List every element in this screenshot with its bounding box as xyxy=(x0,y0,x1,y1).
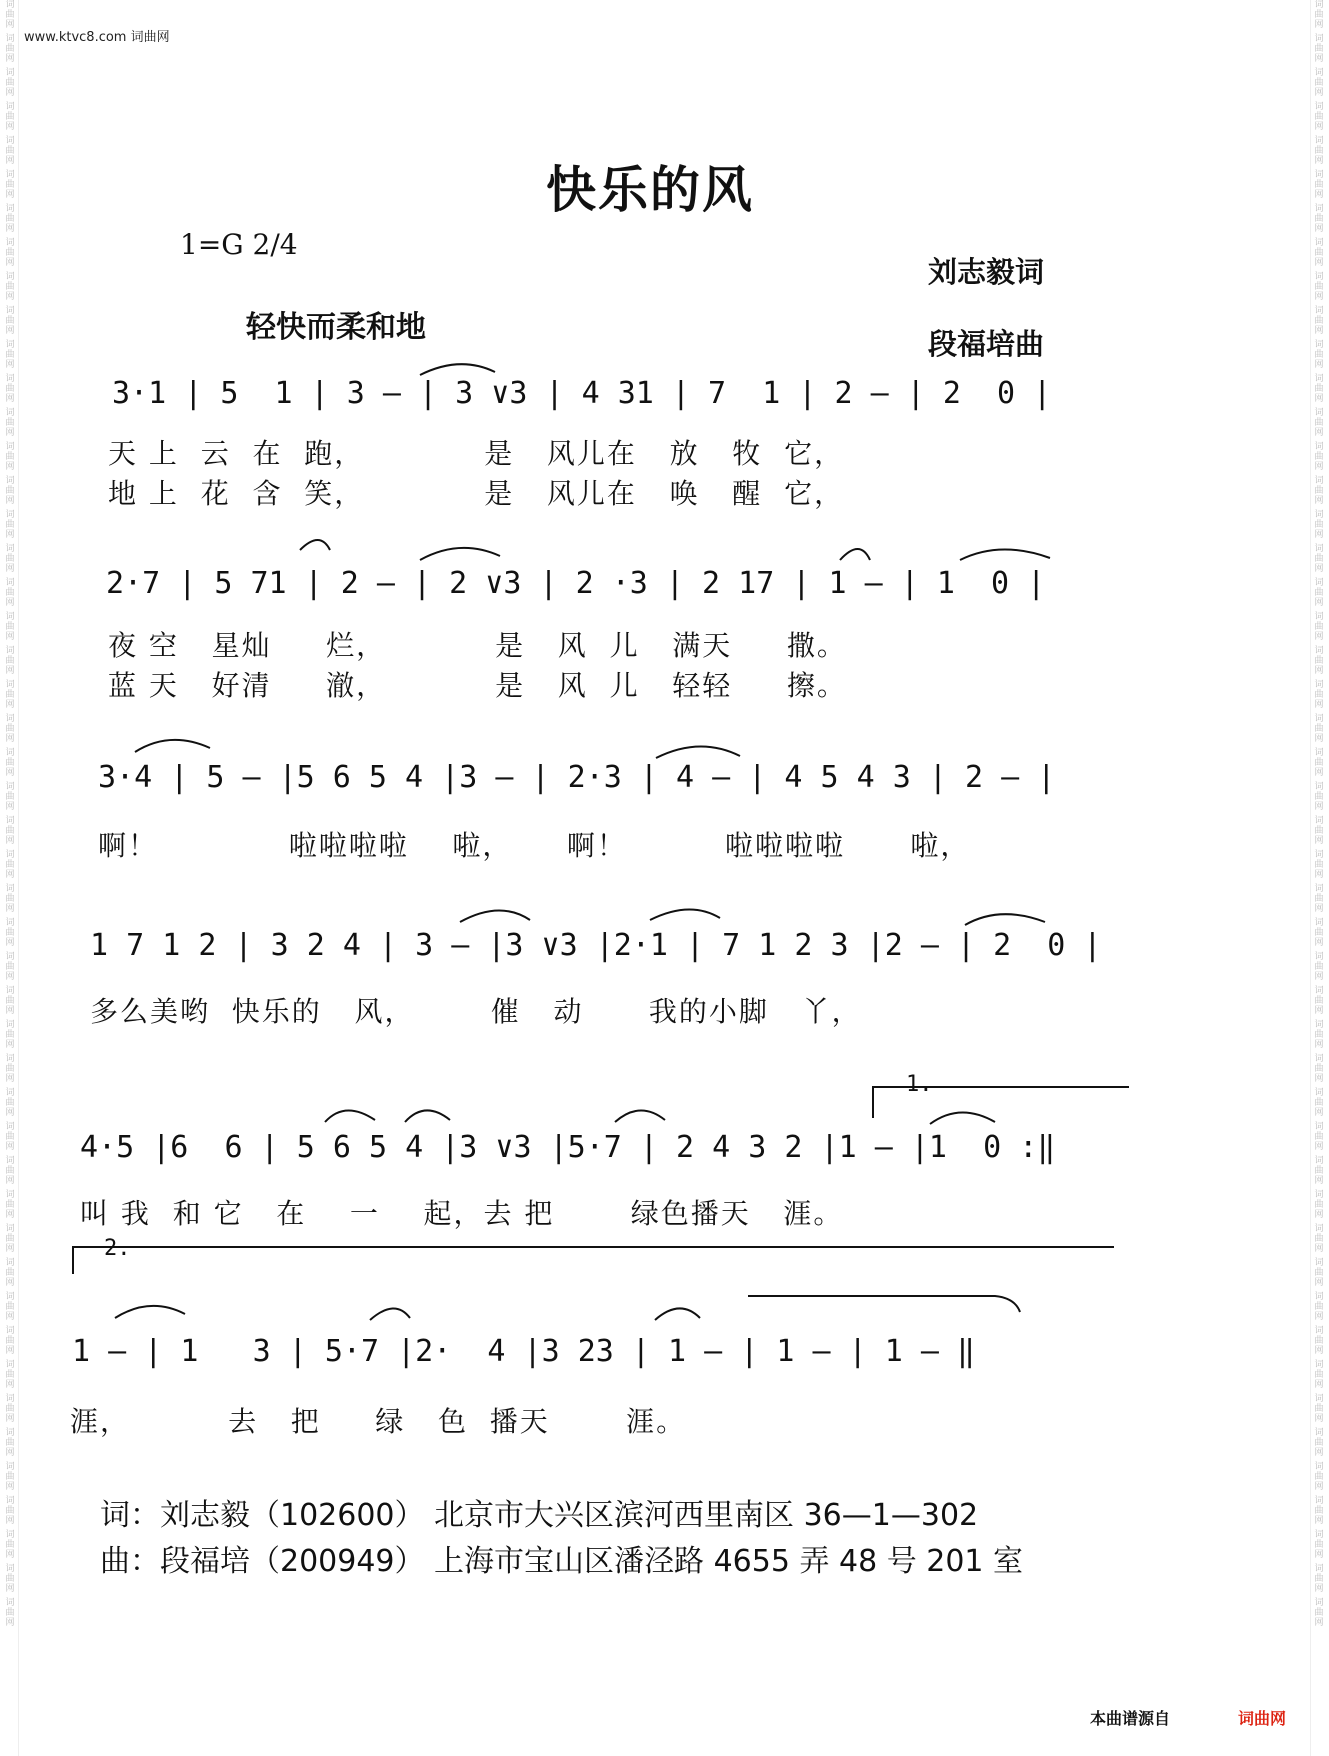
watermark-char: 词曲网 xyxy=(1314,1530,1324,1560)
lyric-row-3: 啊！ 啦啦啦啦 啦， 啊！ 啦啦啦啦 啦， xyxy=(98,829,971,862)
watermark-char: 词曲网 xyxy=(1314,952,1324,982)
watermark-char: 词曲网 xyxy=(5,272,15,302)
watermark-char: 词曲网 xyxy=(1314,442,1324,472)
watermark-char: 词曲网 xyxy=(1314,1224,1324,1254)
watermark-char: 词曲网 xyxy=(5,1564,15,1594)
watermark-char: 词曲网 xyxy=(5,1224,15,1254)
watermark-char: 词曲网 xyxy=(5,1156,15,1186)
watermark-char: 词曲网 xyxy=(5,884,15,914)
watermark-char: 词曲网 xyxy=(5,714,15,744)
volta-label-1: 1. xyxy=(906,1072,933,1097)
watermark-char: 词曲网 xyxy=(1314,408,1324,438)
watermark-char: 词曲网 xyxy=(5,34,15,64)
watermark-char: 词曲网 xyxy=(1314,204,1324,234)
watermark-char: 词曲网 xyxy=(5,850,15,880)
watermark-char: 词曲网 xyxy=(1314,170,1324,200)
watermark-char: 词曲网 xyxy=(5,1496,15,1526)
watermark-char: 词曲网 xyxy=(1314,1156,1324,1186)
watermark-char: 词曲网 xyxy=(5,748,15,778)
notation-row-5: 4·5 |6 6 | 5 6 5 4 |3 ∨3 |5·7 | 2 4 3 2 |1 — |1 0 :‖ xyxy=(80,1130,1056,1165)
watermark-char: 词曲网 xyxy=(1314,1598,1324,1628)
lyric-row-5: 叫 我 和 它 在 一 起，去 把 绿色播天 涯。 xyxy=(80,1197,844,1230)
slur-8 xyxy=(460,910,530,922)
watermark-char: 词曲网 xyxy=(1314,1360,1324,1390)
source-label: 本曲谱源自 xyxy=(1090,1709,1171,1728)
watermark-char: 词曲网 xyxy=(1314,1292,1324,1322)
watermark-char: 词曲网 xyxy=(5,204,15,234)
slur-6 xyxy=(135,740,210,752)
lyric-row-6: 涯， 去 把 绿 色 播天 涯。 xyxy=(70,1405,687,1438)
watermark-char: 词曲网 xyxy=(1314,782,1324,812)
watermark-char: 词曲网 xyxy=(1314,1088,1324,1118)
watermark-char: 词曲网 xyxy=(5,578,15,608)
watermark-char: 词曲网 xyxy=(1314,1054,1324,1084)
watermark-char: 词曲网 xyxy=(5,1462,15,1492)
watermark-char: 词曲网 xyxy=(5,374,15,404)
watermark-char: 词曲网 xyxy=(5,544,15,574)
watermark-strip-right xyxy=(1310,0,1327,1756)
watermark-char: 词曲网 xyxy=(1314,1564,1324,1594)
watermark-char: 词曲网 xyxy=(5,1360,15,1390)
volta-label-2: 2. xyxy=(104,1236,131,1261)
slur-9 xyxy=(650,909,720,920)
watermark-char: 词曲网 xyxy=(5,1428,15,1458)
watermark-char: 词曲网 xyxy=(1314,918,1324,948)
watermark-char: 词曲网 xyxy=(5,816,15,846)
watermark-char: 词曲网 xyxy=(5,1122,15,1152)
site-label[interactable]: www.ktvc8.com 词曲网 xyxy=(24,30,170,45)
volta-bracket-2 xyxy=(72,1246,1114,1274)
watermark-char: 词曲网 xyxy=(1314,612,1324,642)
watermark-char: 词曲网 xyxy=(1314,544,1324,574)
key-signature: 1=G 2/4 xyxy=(180,228,298,261)
watermark-char: 词曲网 xyxy=(5,986,15,1016)
watermark-char: 词曲网 xyxy=(5,1394,15,1424)
watermark-char: 词曲网 xyxy=(5,68,15,98)
slur-15 xyxy=(115,1306,185,1318)
watermark-char: 词曲网 xyxy=(1314,1190,1324,1220)
lyric-row-4: 多么美哟 快乐的 风， 催 动 我的小脚 丫， xyxy=(90,995,862,1028)
watermark-char: 词曲网 xyxy=(1314,850,1324,880)
slur-11 xyxy=(325,1110,375,1122)
watermark-char: 词曲网 xyxy=(1314,238,1324,268)
notation-row-3: 3·4 | 5 — |5 6 5 4 |3 — | 2·3 | 4 — | 4 5 4 3 | 2 — | xyxy=(98,760,1056,795)
slur-13 xyxy=(615,1110,665,1122)
lyric-row-2-verse-2: 蓝 天 好清 澈， 是 风 儿 轻轻 擦。 xyxy=(108,669,847,702)
lyric-row-1-verse-2: 地 上 花 含 笑， 是 风儿在 唤 醒 它， xyxy=(108,477,845,510)
watermark-char: 词曲网 xyxy=(1314,680,1324,710)
watermark-char: 词曲网 xyxy=(5,918,15,948)
watermark-char: 词曲网 xyxy=(5,0,15,30)
lyric-row-2-verse-1: 夜 空 星灿 烂， 是 风 儿 满天 撒。 xyxy=(108,629,847,662)
brand-logo[interactable]: 词曲网 xyxy=(1238,1709,1287,1728)
slur-3 xyxy=(420,548,500,560)
watermark-char: 词曲网 xyxy=(5,1326,15,1356)
lyricist-credit: 刘志毅词 xyxy=(928,255,1045,289)
watermark-char: 词曲网 xyxy=(1314,34,1324,64)
watermark-char: 词曲网 xyxy=(1314,986,1324,1016)
song-title: 快乐的风 xyxy=(546,161,754,219)
watermark-char: 词曲网 xyxy=(1314,68,1324,98)
watermark-char: 词曲网 xyxy=(5,1020,15,1050)
watermark-char: 词曲网 xyxy=(1314,476,1324,506)
watermark-char: 词曲网 xyxy=(5,170,15,200)
slur-5 xyxy=(960,549,1050,560)
watermark-char: 词曲网 xyxy=(5,1292,15,1322)
watermark-char: 词曲网 xyxy=(5,646,15,676)
watermark-char: 词曲网 xyxy=(1314,1258,1324,1288)
watermark-char: 词曲网 xyxy=(5,612,15,642)
slur-1 xyxy=(420,364,495,375)
watermark-char: 词曲网 xyxy=(5,238,15,268)
watermark-char: 词曲网 xyxy=(5,1088,15,1118)
watermark-char: 词曲网 xyxy=(5,1054,15,1084)
watermark-char: 词曲网 xyxy=(5,102,15,132)
notation-row-6: 1 — | 1 3 | 5·7 |2· 4 |3 23 | 1 — | 1 — | 1 — ‖ xyxy=(72,1334,976,1369)
watermark-char: 词曲网 xyxy=(5,136,15,166)
watermark-char: 词曲网 xyxy=(5,1598,15,1628)
watermark-char: 词曲网 xyxy=(1314,136,1324,166)
watermark-char: 词曲网 xyxy=(1314,1020,1324,1050)
watermark-char: 词曲网 xyxy=(5,680,15,710)
watermark-char: 词曲网 xyxy=(1314,714,1324,744)
watermark-char: 词曲网 xyxy=(1314,102,1324,132)
slur-12 xyxy=(405,1110,450,1122)
slur-4 xyxy=(840,549,870,560)
slur-10 xyxy=(965,914,1045,925)
watermark-char: 词曲网 xyxy=(1314,374,1324,404)
footer-lyricist-address: 词：刘志毅（102600） 北京市大兴区滨河西里南区 36—1—302 xyxy=(100,1498,979,1533)
watermark-strip-left xyxy=(2,0,19,1756)
tie-final xyxy=(748,1296,1020,1312)
watermark-char: 词曲网 xyxy=(1314,1394,1324,1424)
lyric-row-1-verse-1: 天 上 云 在 跑， 是 风儿在 放 牧 它， xyxy=(108,437,845,470)
watermark-char: 词曲网 xyxy=(5,952,15,982)
watermark-char: 词曲网 xyxy=(1314,340,1324,370)
composer-credit: 段福培曲 xyxy=(928,327,1045,361)
watermark-char: 词曲网 xyxy=(5,510,15,540)
notation-row-1: 3·1 | 5 1 | 3 — | 3 ∨3 | 4 31 | 7 1 | 2 — | 2 0 | xyxy=(112,376,1052,411)
watermark-char: 词曲网 xyxy=(5,1190,15,1220)
watermark-char: 词曲网 xyxy=(1314,306,1324,336)
watermark-char: 词曲网 xyxy=(1314,578,1324,608)
watermark-char: 词曲网 xyxy=(5,1530,15,1560)
footer-composer-address: 曲：段福培（200949） 上海市宝山区潘泾路 4655 弄 48 号 201 室 xyxy=(100,1544,1024,1579)
slur-7 xyxy=(656,746,740,758)
watermark-char: 词曲网 xyxy=(1314,646,1324,676)
watermark-char: 词曲网 xyxy=(5,476,15,506)
watermark-char: 词曲网 xyxy=(1314,510,1324,540)
watermark-char: 词曲网 xyxy=(5,1258,15,1288)
notation-row-4: 1 7 1 2 | 3 2 4 | 3 — |3 ∨3 |2·1 | 7 1 2 3 |2 — | 2 0 | xyxy=(90,928,1102,963)
watermark-char: 词曲网 xyxy=(5,306,15,336)
slur-17 xyxy=(655,1308,700,1320)
slur-2 xyxy=(300,540,330,550)
watermark-char: 词曲网 xyxy=(5,782,15,812)
tempo-marking: 轻快而柔和地 xyxy=(246,310,426,345)
slur-16 xyxy=(370,1308,410,1320)
watermark-char: 词曲网 xyxy=(1314,1326,1324,1356)
watermark-char: 词曲网 xyxy=(1314,748,1324,778)
watermark-char: 词曲网 xyxy=(1314,272,1324,302)
watermark-char: 词曲网 xyxy=(1314,1122,1324,1152)
watermark-char: 词曲网 xyxy=(5,442,15,472)
watermark-char: 词曲网 xyxy=(5,408,15,438)
watermark-char: 词曲网 xyxy=(1314,1462,1324,1492)
watermark-char: 词曲网 xyxy=(5,340,15,370)
notation-row-2: 2·7 | 5 71 | 2 — | 2 ∨3 | 2 ·3 | 2 17 | 1 — | 1 0 | xyxy=(106,566,1046,601)
watermark-char: 词曲网 xyxy=(1314,884,1324,914)
watermark-char: 词曲网 xyxy=(1314,816,1324,846)
watermark-char: 词曲网 xyxy=(1314,0,1324,30)
watermark-char: 词曲网 xyxy=(1314,1428,1324,1458)
watermark-char: 词曲网 xyxy=(1314,1496,1324,1526)
